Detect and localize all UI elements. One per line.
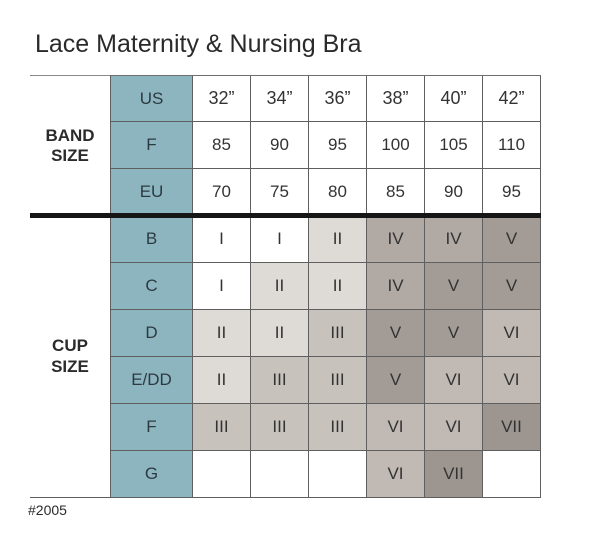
band-size-cell: 95 <box>483 169 541 216</box>
cup-size-cell: V <box>425 310 483 357</box>
band-size-cell: 90 <box>425 169 483 216</box>
page-title: Lace Maternity & Nursing Bra <box>35 30 362 58</box>
band-size-cell: 70 <box>193 169 251 216</box>
cup-size-cell: IV <box>367 263 425 310</box>
row-label-e-dd: E/DD <box>110 357 193 404</box>
column-header-size: 34” <box>251 75 309 122</box>
cup-size-cell: II <box>193 310 251 357</box>
column-header-size: 32” <box>193 75 251 122</box>
cup-size-cell: III <box>309 357 367 404</box>
band-size-cell: 105 <box>425 122 483 169</box>
row-label-f: F <box>110 404 193 451</box>
band-size-label-line1: BAND <box>45 125 95 145</box>
row-label-f: F <box>110 122 193 169</box>
row-label-c: C <box>110 263 193 310</box>
cup-size-cell: IV <box>367 216 425 263</box>
band-size-cell: 85 <box>367 169 425 216</box>
cup-size-cell: II <box>193 357 251 404</box>
cup-size-cell: V <box>367 310 425 357</box>
cup-size-cell: III <box>251 404 309 451</box>
band-size-cell: 100 <box>367 122 425 169</box>
cup-size-cell: IV <box>425 216 483 263</box>
cup-size-cell: VI <box>425 357 483 404</box>
column-header-size: 36” <box>309 75 367 122</box>
cup-size-cell: I <box>251 216 309 263</box>
band-cup-separator-line <box>30 213 541 218</box>
column-header-size: 42” <box>483 75 541 122</box>
band-size-cell: 95 <box>309 122 367 169</box>
cup-size-cell: I <box>193 263 251 310</box>
band-size-cell: 85 <box>193 122 251 169</box>
cup-size-cell: I <box>193 216 251 263</box>
band-size-cell: 75 <box>251 169 309 216</box>
cup-size-cell: VI <box>483 310 541 357</box>
cup-size-cell: VI <box>425 404 483 451</box>
cup-size-cell: II <box>251 310 309 357</box>
cup-size-cell: II <box>251 263 309 310</box>
row-label-d: D <box>110 310 193 357</box>
cup-size-cell: VI <box>367 451 425 498</box>
cup-size-cell: VI <box>367 404 425 451</box>
cup-size-cell: III <box>193 404 251 451</box>
cup-size-cell: VII <box>425 451 483 498</box>
cup-size-cell <box>251 451 309 498</box>
row-label-b: B <box>110 216 193 263</box>
cup-size-section-label <box>30 216 110 498</box>
cup-size-cell: V <box>367 357 425 404</box>
cup-size-cell: VI <box>483 357 541 404</box>
style-number: #2005 <box>28 502 67 518</box>
column-header-size: 38” <box>367 75 425 122</box>
cup-size-label-line1: CUP <box>52 336 88 356</box>
cup-size-label-line2: SIZE <box>51 356 89 376</box>
cup-size-cell: II <box>309 263 367 310</box>
cup-size-cell: VII <box>483 404 541 451</box>
row-label-us: US <box>110 75 193 122</box>
size-table <box>30 75 541 498</box>
cup-size-cell: V <box>483 216 541 263</box>
band-size-cell: 80 <box>309 169 367 216</box>
cup-size-cell: II <box>309 216 367 263</box>
band-size-section-label <box>30 75 110 216</box>
row-label-eu: EU <box>110 169 193 216</box>
cup-size-cell: III <box>309 404 367 451</box>
cup-size-cell: III <box>251 357 309 404</box>
cup-size-cell: V <box>425 263 483 310</box>
band-size-label-line2: SIZE <box>51 146 89 165</box>
cup-size-cell <box>483 451 541 498</box>
band-size-cell: 110 <box>483 122 541 169</box>
row-label-g: G <box>110 451 193 498</box>
cup-size-cell: V <box>483 263 541 310</box>
column-header-size: 40” <box>425 75 483 122</box>
band-size-cell: 90 <box>251 122 309 169</box>
cup-size-cell <box>309 451 367 498</box>
cup-size-cell: III <box>309 310 367 357</box>
cup-size-cell <box>193 451 251 498</box>
